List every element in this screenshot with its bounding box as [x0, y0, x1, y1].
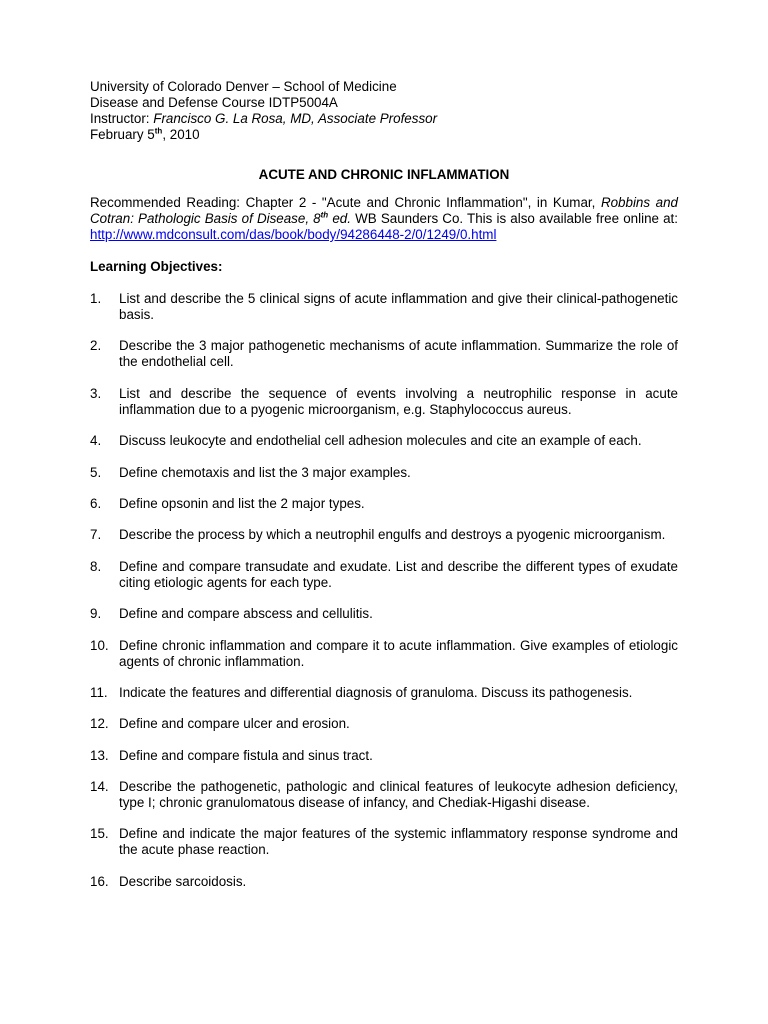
item-number: 13. — [90, 747, 109, 763]
instructor-line — [90, 111, 678, 127]
item-text: Describe the 3 major pathogenetic mechanisms of acute inflammation. Summarize the role of the endothelial cell. — [119, 338, 678, 370]
item-text: Define chemotaxis and list the 3 major examples. — [119, 464, 411, 480]
reading-link[interactable]: http://www.mdconsult.com/das/book/body/94286448-2/0/1249/0.html — [90, 227, 497, 242]
list-item — [90, 386, 678, 418]
item-text: Define and compare transudate and exudate. List and describe the different types of exudate citing etiologic agents for each type. — [119, 558, 678, 590]
reading-edition-suffix: ed. — [328, 211, 351, 226]
list-item — [90, 638, 678, 670]
item-number: 7. — [90, 527, 102, 543]
item-text: Describe the pathogenetic, pathologic and clinical features of leukocyte adhesion deficiency, type I; chronic granulomatous disease of infancy, and Chediak-Higashi disease. — [119, 779, 678, 811]
objectives-heading: Learning Objectives: — [90, 259, 223, 274]
item-number: 8. — [90, 558, 102, 574]
recommended-reading — [90, 195, 678, 243]
item-number: 16. — [90, 873, 109, 889]
item-text: Define and compare ulcer and erosion. — [119, 716, 350, 732]
list-item — [90, 338, 678, 370]
date-superscript: th — [154, 126, 163, 136]
course-line: Disease and Defense Course IDTP5004A — [90, 95, 338, 110]
reading-prefix: Recommended Reading: Chapter 2 - "Acute and Chronic Inflammation", in Kumar, — [90, 195, 601, 210]
instructor-name: Francisco G. La Rosa, MD, Associate Professor — [153, 111, 438, 126]
list-item — [90, 874, 678, 890]
item-text: Define and compare abscess and cellulitis. — [119, 606, 373, 622]
list-item — [90, 606, 678, 622]
item-text: Define and compare fistula and sinus tract. — [119, 747, 373, 763]
list-item — [90, 433, 678, 449]
item-number: 3. — [90, 385, 102, 401]
item-number: 15. — [90, 826, 109, 842]
item-text: Describe the process by which a neutrophil engulfs and destroys a pyogenic microorganism. — [119, 527, 666, 543]
list-item — [90, 716, 678, 732]
item-number: 6. — [90, 495, 102, 511]
item-text: List and describe the 5 clinical signs of acute inflammation and give their clinical-pathogenetic basis. — [119, 291, 678, 322]
item-number: 12. — [90, 716, 109, 732]
item-text: Define opsonin and list the 2 major types. — [119, 495, 365, 511]
document-header — [90, 79, 678, 143]
list-item — [90, 496, 678, 512]
list-item — [90, 559, 678, 591]
item-text: Indicate the features and differential diagnosis of granuloma. Discuss its pathogenesis. — [119, 684, 633, 700]
item-number: 14. — [90, 779, 109, 795]
item-number: 4. — [90, 433, 102, 449]
objectives-list — [90, 291, 678, 890]
list-item — [90, 527, 678, 543]
item-text: Describe sarcoidosis. — [119, 873, 247, 889]
reading-book-title-text: Robbins and Cotran: Pathologic Basis of Disease, 8 — [90, 195, 679, 226]
item-text: Define and indicate the major features of the systemic inflammatory response syndrome and the acute phase reaction. — [119, 826, 678, 858]
list-item — [90, 748, 678, 764]
date-prefix: February 5 — [90, 127, 155, 142]
institution-line: University of Colorado Denver – School of Medicine — [90, 79, 397, 94]
list-item — [90, 465, 678, 481]
date-line — [90, 127, 678, 143]
item-text: List and describe the sequence of events involving a neutrophilic response in acute inflammation due to a pyogenic microorganism, e.g. Staphylococcus aureus. — [119, 385, 678, 417]
list-item — [90, 685, 678, 701]
reading-publisher: WB Saunders Co. This is also available free online at: — [350, 211, 678, 226]
item-number: 9. — [90, 606, 102, 622]
item-number: 2. — [90, 338, 102, 354]
list-item — [90, 826, 678, 858]
item-number: 11. — [90, 684, 108, 700]
item-text: Discuss leukocyte and endothelial cell adhesion molecules and cite an example of each. — [119, 433, 642, 449]
list-item — [90, 291, 678, 323]
instructor-label: Instructor: — [90, 111, 154, 126]
date-suffix: , 2010 — [162, 127, 200, 142]
list-item — [90, 779, 678, 811]
item-number: 1. — [90, 291, 102, 306]
item-number: 10. — [90, 637, 109, 653]
reading-edition-superscript: th — [320, 210, 329, 220]
item-number: 5. — [90, 464, 102, 480]
document-title: ACUTE AND CHRONIC INFLAMMATION — [258, 167, 510, 182]
item-text: Define chronic inflammation and compare it to acute inflammation. Give examples of etiologic agents of chronic inflammation. — [119, 637, 678, 669]
